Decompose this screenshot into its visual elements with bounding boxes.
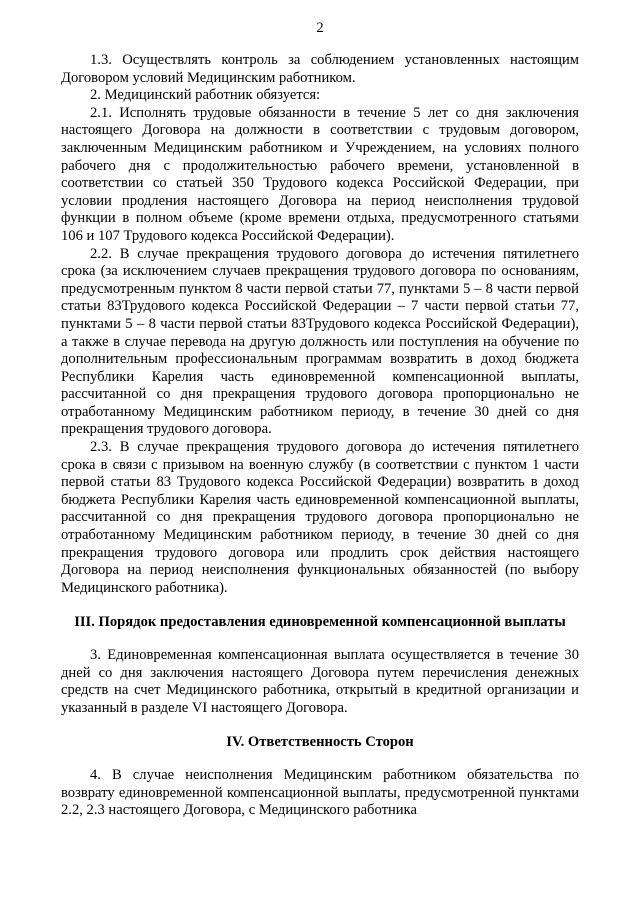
spacer: [61, 597, 579, 614]
section-4-heading: IV. Ответственность Сторон: [226, 734, 414, 751]
spacer: [61, 752, 579, 767]
paragraph-2-3: 2.3. В случае прекращения трудового договора до истечения пятилетнего срока в связи с призывом на военную службу (в соответствии с пунктом 1 части первой статьи 83 Трудового кодекса Российской Федерации) возвратить в доход бюджета Республики Карелия часть единовременной компенсационной выплаты, рассчитанной со дня прекращения трудового договора пропорционально не отработанному Медицинским работником периоду, в течение 30 дней со дня прекращения трудового договора или продлить срок действия настоящего Договора на период неисполнения функциональных обязанностей (по выбору Медицинского работника).: [61, 439, 579, 596]
section-3-heading: III. Порядок предоставления единовременной компенсационной выплаты: [74, 614, 566, 631]
paragraph-1-3: 1.3. Осуществлять контроль за соблюдением установленных настоящим Договором условий Медицинским работником.: [61, 52, 579, 86]
paragraph-2: 2. Медицинский работник обязуется:: [90, 87, 321, 104]
paragraph-2-1: 2.1. Исполнять трудовые обязанности в течение 5 лет со дня заключения настоящего Договора на должности в соответствии с трудовым договором, заключенным Медицинским работником и Учреждением, на условиях полного рабочего дня с продолжительностью рабочего времени, установленной в соответствии со статьей 350 Трудового кодекса Российской Федерации, при условии продления настоящего Договора на период неисполнения трудовой функции в полном объеме (кроме времени отдыха, предусмотренного статьями 106 и 107 Трудового кодекса Российской Федерации).: [61, 104, 579, 244]
spacer: [61, 717, 579, 734]
paragraph-4: 4. В случае неисполнения Медицинским работником обязательства по возврату единовременной компенсационной выплаты, предусмотренной пунктами 2.2, 2.3 настоящего Договора, с Медицинского работника: [61, 766, 579, 819]
paragraph-2-2: 2.2. В случае прекращения трудового договора до истечения пятилетнего срока (за исключением случаев прекращения трудового договора по основаниям, предусмотренным пунктом 8 части первой статьи 77, пунктами 5 – 8 части первой статьи 83Трудового кодекса Российской Федерации – 7 части первой статьи 77, пунктами 5 – 8 части первой статьи 83Трудового кодекса Российской Федерации), а также в случае перевода на другую должность или поступления на обучение по дополнительным профессиональным программам возвратить в доход бюджета Республики Карелия часть единовременной компенсационной выплаты, рассчитанной со дня прекращения трудового договора пропорционально не отработанному Медицинским работником периоду, в течение 30 дней со дня прекращения трудового договора.: [61, 245, 579, 438]
document-body: [61, 52, 579, 820]
page-number: 2: [316, 20, 324, 36]
spacer: [61, 632, 579, 647]
paragraph-3: 3. Единовременная компенсационная выплата осуществляется в течение 30 дней со дня заключения настоящего Договора путем перечисления денежных средств на счет Медицинского работника, открытый в кредитной организации и указанный в разделе VI настоящего Договора.: [61, 647, 579, 716]
